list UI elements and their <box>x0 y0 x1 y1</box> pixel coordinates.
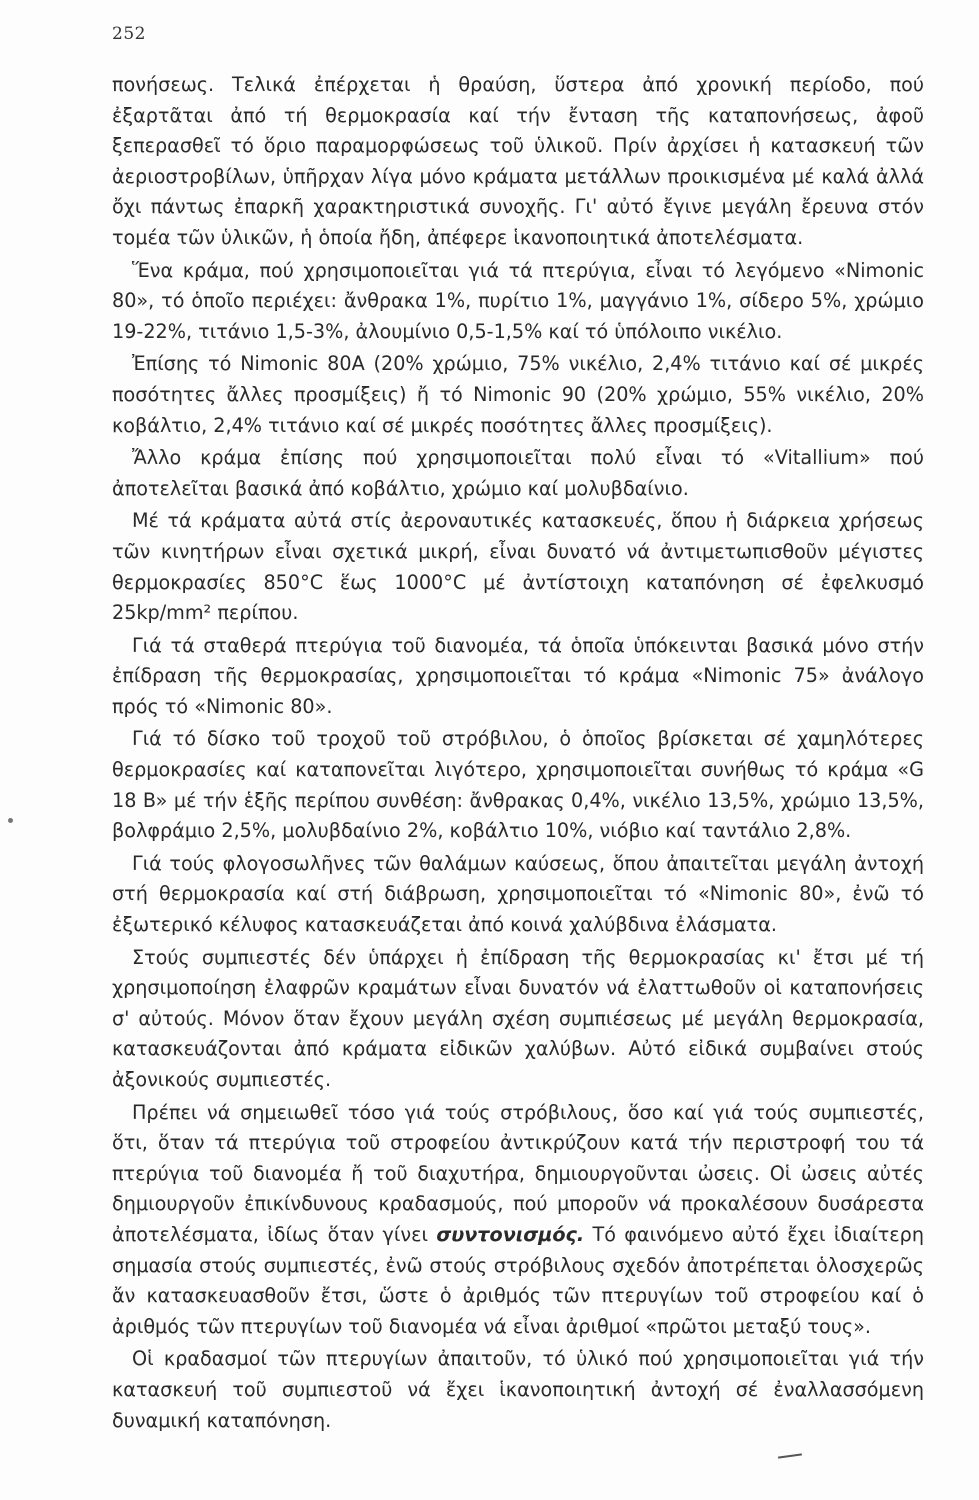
paragraph-blade-fatigue: Οἱ κραδασμοί τῶν πτερυγίων ἀπαιτοῦν, τό ὑλικό πού χρησιμοποιεῖται γιά τήν κατασκευή τοῦ συμπιεστοῦ νά ἔχει ἱκανοποιητική ἀντοχή σέ ἐναλλασσόμενη δυναμική καταπόνηση. <box>112 1347 924 1432</box>
paragraph-turbine-disc: Γιά τό δίσκο τοῦ τροχοῦ τοῦ στρόβιλου, ὁ ὁποῖος βρίσκεται σέ χαμηλότερες θερμοκρασίες καί καταπονεῖται λιγότερο, χρησιμοποιεῖται συνήθως τό κράμα «G 18 B» μέ τήν ἑξῆς περίπου συνθέση: ἄνθρακας 0,4%, νικέλιο 13,5%, χρώμιο 13,5%, βολφράμιο 2,5%, μολυβδαίνιο 2%, κοβάλτιο 10%, νιόβιο καί ταντάλιο 2,8%. <box>112 727 924 843</box>
paragraph-vitallium: Ἄλλο κράμα ἐπίσης πού χρησιμοποιεῖται πολύ εἶναι τό «Vitallium» πού ἀποτελεῖται βασικά ἀπό κοβάλτιο, χρώμιο καί μολυβδαίνιο. <box>112 446 924 500</box>
body-text <box>112 70 924 1438</box>
paragraph-nimonic-80: Ἕνα κράμα, πού χρησιμοποιεῖται γιά τά πτερύγια, εἶναι τό λεγόμενο «Nimonic 80», τό ὁποῖο περιέχει: ἄνθρακα 1%, πυρίτιο 1%, μαγγάνιο 1%, σίδερο 5%, χρώμιο 19-22%, τιτάνιο 1,5-3%, ἀλουμίνιο 0,5-1,5% καί τό ὑπόλοιπο νικέλιο. <box>112 258 924 343</box>
paragraph-stator-blades: Γιά τά σταθερά πτερύγια τοῦ διανομέα, τά ὁποῖα ὑπόκεινται βασικά μόνο στήν ἐπίδραση τῆς θερμοκρασίας, χρησιμοποιεῖται τό κράμα «Nimonic 75» ἀνάλογο πρός τό «Nimonic 80». <box>112 633 924 718</box>
paragraph-creep-materials: πονήσεως. Τελικά ἐπέρχεται ἡ θραύση, ὕστερα ἀπό χρονική περίοδο, πού ἐξαρτᾶται ἀπό τή θερμοκρασία καί τήν ἔνταση τῆς καταπονήσεως, ἀφοῦ ξεπερασθεῖ τό ὅριο παραμορφώσεως τοῦ ὑλικοῦ. Πρίν ἀρχίσει ἡ κατασκευή τῶν ἀεριοστροβίλων, ὑπῆρχαν λίγα μόνο κράματα μετάλλων προικισμένα μέ καλά ἀλλά ὄχι πάντως ἐπαρκῆ χαρακτηριστικά συνοχῆς. Γι' αὐτό ἔγινε μεγάλη ἔρευνα στόν τομέα τῶν ὑλικῶν, ἡ ὁποία ἤδη, ἀπέφερε ἱκανοποιητικά ἀποτελέσματα. <box>112 73 924 249</box>
page-number: 252 <box>112 24 146 44</box>
paragraph-flame-tubes: Γιά τούς φλογοσωλῆνες τῶν θαλάμων καύσεως, ὅπου ἀπαιτεῖται μεγάλη ἀντοχή στή θερμοκρασία καί στή διάβρωση, χρησιμοποιεῖται τό «Nimonic 80», ἐνῶ τό ἐξωτερικό κέλυφος κατασκευάζεται ἀπό κοινά χαλύβδινα ἐλάσματα. <box>112 851 924 937</box>
resonance-term: συντονισμός. <box>436 1222 585 1246</box>
paragraph-vibrations <box>112 1098 924 1343</box>
paragraph-aeronautical-temperatures: Μέ τά κράματα αὐτά στίς ἀεροναυτικές κατασκευές, ὅπου ἡ διάρκεια χρήσεως τῶν κινητήρων εἶναι σχετικά μικρή, εἶναι δυνατό νά ἀντιμετωπισθοῦν μέγιστες θερμοκρασίες 850°C ἕως 1000°C μέ ἀντίστοιχη καταπόνηση σέ ἐφελκυσμό 25kp/mm² περίπου. <box>112 509 924 625</box>
vibrations-text-end: Τό φαινόμενο αὐτό ἔχει ἰδιαίτερη σημασία στούς συμπιεστές, ἐνῶ στούς στρόβιλους σχεδόν ἀποτρέπεται ὁλοσχερῶς ἄν κατασκευασθοῦν ἔτσι, ὥστε ὁ ἀριθμός τῶν πτερυγίων τοῦ στροφείου καί ὁ ἀριθμός τῶν πτερυγίων τοῦ διανομέα νά εἶναι ἀριθμοί «πρῶτοι μεταξύ τους». <box>112 1222 924 1338</box>
scan-speck <box>8 818 13 823</box>
paragraph-compressors: Στούς συμπιεστές δέν ὑπάρχει ἡ ἐπίδραση τῆς θερμοκρασίας κι' ἔτσι μέ τή χρησιμοποίηση ἐλαφρῶν κραμάτων εἶναι δυνατόν νά ἐλαττωθοῦν οἱ καταπονήσεις σ' αὐτούς. Μόνον ὅταν ἔχουν μεγάλη σχέση συμπιέσεως μέ μεγάλη θερμοκρασία, κατασκευάζονται ἀπό κράματα εἰδικῶν χαλύβων. Αὐτό εἰδικά συμβαίνει στούς ἀξονικούς συμπιεστές. <box>112 945 924 1091</box>
paragraph-nimonic-80a-90: Ἐπίσης τό Nimonic 80A (20% χρώμιο, 75% νικέλιο, 2,4% τιτάνιο καί σέ μικρές ποσότητες ἄλλες προσμίξεις) ἤ τό Nimonic 90 (20% χρώμιο, 55% νικέλιο, 20% κοβάλτιο, 2,4% τιτάνιο καί σέ μικρές ποσότητες ἄλλες προσμίξεις). <box>112 352 924 437</box>
scan-pencil-mark <box>778 1453 802 1458</box>
vibrations-text-start: Πρέπει νά σημειωθεῖ τόσο γιά τούς στρόβιλους, ὅσο καί γιά τούς συμπιεστές, ὅτι, ὅταν τά πτερύγια τοῦ στροφείου ἀντικρύζουν κατά τήν περιστροφή του τά πτερύγια τοῦ διανομέα ἤ τοῦ διαχυτήρα, δημιουργοῦνται ὠσεις. Οἱ ὠσεις αὐτές δημιουργοῦν ἐπικίνδυνους κραδασμούς, πού μποροῦν νά προκαλέσουν δυσάρεστα ἀποτελέσματα, ἰδίως ὅταν γίνει <box>112 1100 924 1246</box>
